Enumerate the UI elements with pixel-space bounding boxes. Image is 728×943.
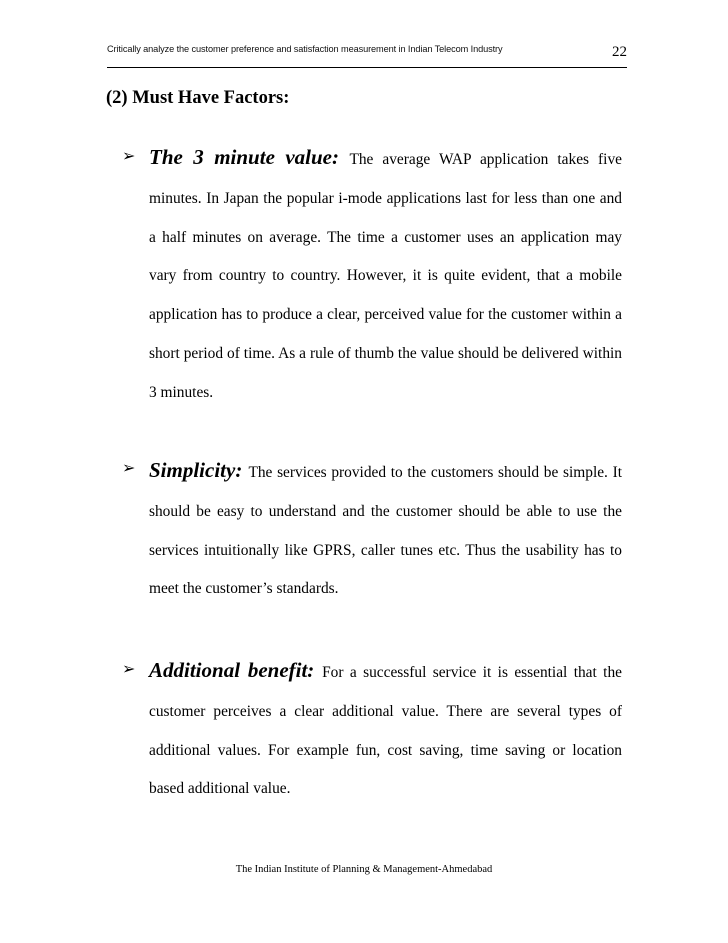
header-title: Critically analyze the customer preference and satisfaction measurement in Indian Telecom Industry (107, 44, 503, 54)
item-title: Simplicity: (149, 458, 249, 482)
list-item (149, 651, 622, 809)
page-header (107, 42, 627, 66)
item-body: The services provided to the customers should be simple. It should be easy to understand and the customer should be able to use the services intuitionally like GPRS, caller tunes etc. Thus the usability has to meet the customer’s standards. (149, 464, 623, 598)
page-footer: The Indian Institute of Planning & Management-Ahmedabad (235, 864, 493, 875)
item-title: Additional benefit: (149, 658, 323, 682)
list-item (149, 138, 622, 413)
page-number: 22 (612, 44, 627, 60)
section-heading: (2) Must Have Factors: (106, 88, 290, 108)
arrow-bullet-icon: ➢ (122, 661, 136, 678)
list-item (149, 451, 622, 609)
item-body: For a successful service it is essential that the customer perceives a clear additional value. There are several types of additional values. For example fun, cost saving, time saving or location based additional value. (149, 664, 622, 798)
header-divider (107, 67, 627, 68)
item-body: The average WAP application takes five minutes. In Japan the popular i-mode applications last for less than one and a half minutes on average. The time a customer uses an application may vary from country to country. However, it is quite evident, that a mobile application has to produce a clear, perceived value for the customer within a short period of time. As a rule of thumb the value should be delivered within 3 minutes. (149, 151, 622, 401)
arrow-bullet-icon: ➢ (122, 148, 136, 165)
arrow-bullet-icon: ➢ (122, 460, 136, 477)
item-title: The 3 minute value: (149, 145, 350, 169)
